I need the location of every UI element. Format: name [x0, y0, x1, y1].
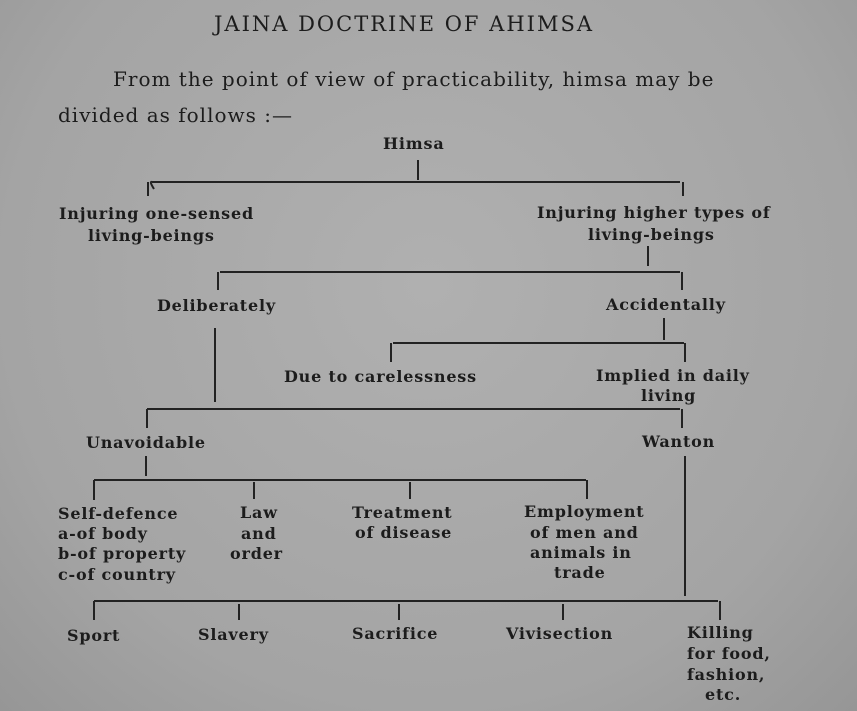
node-deliberately: Deliberately	[157, 296, 276, 315]
node-carelessness: Due to carelessness	[284, 367, 477, 386]
intro-line-1: From the point of view of practicability, himsa may be	[113, 67, 715, 91]
node-higher-types-line1: Injuring higher types of	[537, 203, 771, 222]
node-slavery: Slavery	[198, 625, 269, 644]
page-title: JAINA DOCTRINE OF AHIMSA	[214, 12, 595, 36]
node-sacrifice: Sacrifice	[352, 624, 439, 643]
node-killing-line4: etc.	[705, 685, 742, 704]
node-accidentally: Accidentally	[606, 295, 726, 314]
node-implied-line2: living	[641, 386, 697, 405]
node-employment-line3: animals in	[530, 543, 632, 562]
node-wanton: Wanton	[642, 432, 716, 451]
node-treatment-line1: Treatment	[352, 503, 453, 522]
intro-line-2: divided as follows :—	[58, 103, 293, 127]
node-self-defence-line4: c-of country	[58, 565, 176, 584]
node-killing-line3: fashion,	[687, 665, 766, 684]
node-employment-line1: Employment	[524, 502, 645, 521]
node-killing-line2: for food,	[687, 644, 771, 663]
node-employment-line2: of men and	[530, 523, 639, 542]
node-sport: Sport	[67, 626, 121, 645]
node-self-defence-line3: b-of property	[58, 544, 187, 563]
node-himsa: Himsa	[383, 134, 445, 153]
node-self-defence-line1: Self-defence	[58, 504, 179, 523]
node-higher-types-line2: living-beings	[588, 225, 715, 244]
node-one-sensed-line1: Injuring one-sensed	[59, 204, 254, 223]
node-killing-line1: Killing	[687, 623, 754, 642]
node-self-defence-line2: a-of body	[58, 524, 148, 543]
node-treatment-line2: of disease	[355, 523, 453, 542]
node-one-sensed-line2: living-beings	[88, 226, 215, 245]
node-unavoidable: Unavoidable	[86, 433, 206, 452]
node-law-line3: order	[230, 544, 283, 563]
node-implied-line1: Implied in daily	[596, 366, 750, 385]
node-law-line2: and	[241, 524, 277, 543]
node-vivisection: Vivisection	[506, 624, 614, 643]
node-employment-line4: trade	[554, 563, 606, 582]
node-law-line1: Law	[240, 503, 278, 522]
